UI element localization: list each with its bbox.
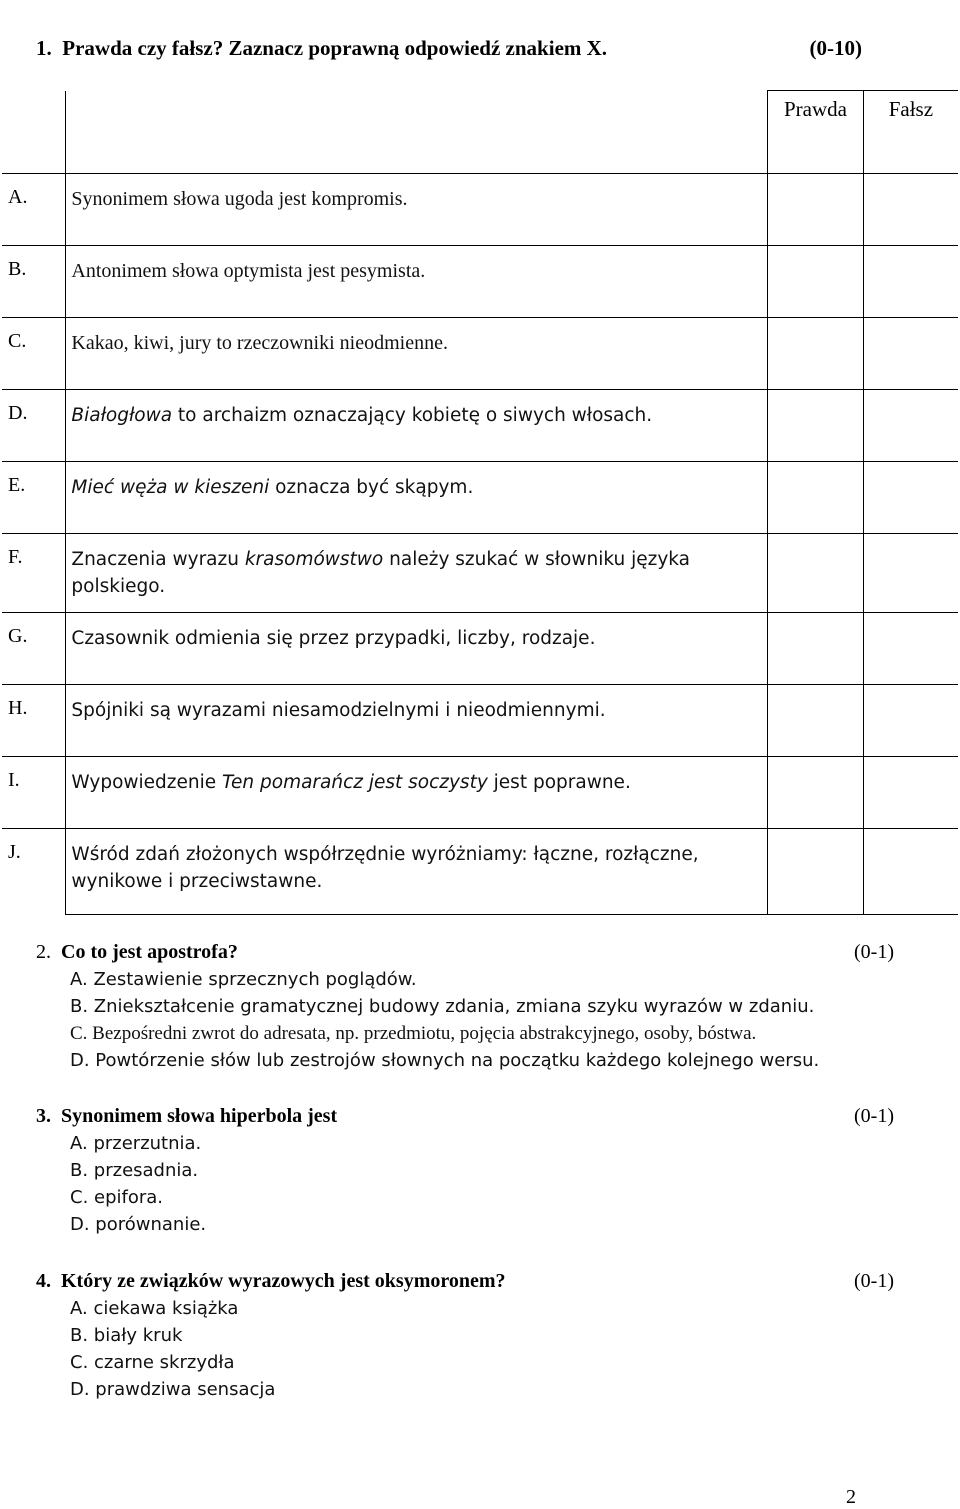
column-header-true: Prawda [768, 91, 864, 174]
answer-cell-false[interactable] [863, 173, 958, 245]
q2-number: 2. [36, 941, 51, 963]
q3-option-c[interactable]: C. epifora. [70, 1187, 164, 1208]
table-row [2, 533, 958, 612]
q4-option-b[interactable]: B. biały kruk [70, 1325, 183, 1346]
q3-option-a[interactable]: A. przerzutnia. [70, 1133, 202, 1154]
q4-option-d[interactable]: D. prawdziwa sensacja [70, 1379, 276, 1400]
table-header-row [2, 91, 958, 174]
table-row [2, 245, 958, 317]
true-false-table [2, 90, 958, 915]
answer-cell-false[interactable] [863, 612, 958, 684]
q4-option-a[interactable]: A. ciekawa książka [70, 1298, 239, 1319]
column-header-false: Fałsz [863, 91, 958, 174]
answer-cell-true[interactable] [768, 684, 864, 756]
table-row [2, 389, 958, 461]
statement-rest: oznacza być skąpym. [269, 476, 474, 498]
q1-title: Prawda czy fałsz? Zaznacz poprawną odpowiedź znakiem X. [62, 36, 608, 60]
statement-pre: Wypowiedzenie [71, 771, 222, 793]
q3-points: (0-1) [854, 1105, 894, 1127]
answer-cell-true[interactable] [768, 317, 864, 389]
answer-cell-true[interactable] [768, 389, 864, 461]
statement-rest: to archaizm oznaczający kobietę o siwych włosach. [172, 404, 653, 426]
table-row [2, 684, 958, 756]
statement-text [66, 389, 768, 461]
q4-number: 4. [36, 1270, 51, 1292]
statement-text [66, 756, 768, 828]
answer-cell-false[interactable] [863, 245, 958, 317]
row-letter: H. [2, 684, 66, 756]
q4-title: Który ze związków wyrazowych jest oksymoronem? [61, 1270, 506, 1292]
statement-italic: Ten pomarańcz jest soczysty [222, 771, 488, 793]
answer-cell-false[interactable] [863, 684, 958, 756]
statement-text: Kakao, kiwi, jury to rzeczowniki nieodmienne. [66, 317, 768, 389]
q4-points: (0-1) [854, 1270, 894, 1292]
answer-cell-true[interactable] [768, 756, 864, 828]
statement-text: Synonimem słowa ugoda jest kompromis. [66, 173, 768, 245]
q3-option-b[interactable]: B. przesadnia. [70, 1160, 199, 1181]
q3-number: 3. [36, 1105, 51, 1127]
row-letter: C. [2, 317, 66, 389]
question-3 [36, 1103, 894, 1238]
q1-heading [36, 36, 896, 61]
q3-title: Synonimem słowa hiperbola jest [61, 1105, 338, 1127]
q1-points: (0-10) [809, 36, 862, 60]
table-row [2, 173, 958, 245]
statement-text [66, 461, 768, 533]
answer-cell-false[interactable] [863, 756, 958, 828]
statement-text: Antonimem słowa optymista jest pesymista. [66, 245, 768, 317]
q2-option-c[interactable]: C. Bezpośredni zwrot do adresata, np. przedmiotu, pojęcia abstrakcyjnego, osoby, bóstwa. [70, 1023, 757, 1044]
q2-points: (0-1) [854, 941, 894, 963]
answer-cell-true[interactable] [768, 245, 864, 317]
page-number: 2 [846, 1486, 856, 1508]
table-row [2, 612, 958, 684]
statement-text: Wśród zdań złożonych współrzędnie wyróżniamy: łączne, rozłączne, wynikowe i przeciwstawne. [66, 828, 768, 914]
statement-rest: należy szukać w słowniku języka polskiego. [71, 548, 690, 597]
q2-option-d[interactable]: D. Powtórzenie słów lub zestrojów słownych na początku każdego kolejnego wersu. [70, 1050, 820, 1071]
q1-number: 1. [36, 36, 52, 60]
row-letter: G. [2, 612, 66, 684]
q4-heading [36, 1268, 894, 1295]
table-row [2, 756, 958, 828]
answer-cell-false[interactable] [863, 389, 958, 461]
table-row [2, 317, 958, 389]
statement-text: Spójniki są wyrazami niesamodzielnymi i nieodmiennymi. [66, 684, 768, 756]
answer-cell-true[interactable] [768, 461, 864, 533]
answer-cell-false[interactable] [863, 533, 958, 612]
answer-cell-false[interactable] [863, 461, 958, 533]
answer-cell-true[interactable] [768, 173, 864, 245]
statement-text: Czasownik odmienia się przez przypadki, liczby, rodzaje. [66, 612, 768, 684]
question-2 [36, 939, 894, 1074]
answer-cell-true[interactable] [768, 612, 864, 684]
table-row [2, 828, 958, 914]
statement-rest: jest poprawne. [487, 771, 631, 793]
statement-italic: Białogłowa [71, 404, 173, 426]
q2-heading [36, 939, 894, 966]
row-letter: D. [2, 389, 66, 461]
statement-italic: Mieć węża w kieszeni [71, 476, 270, 498]
answer-cell-true[interactable] [768, 828, 864, 914]
q2-title: Co to jest apostrofa? [61, 941, 238, 963]
answer-cell-true[interactable] [768, 533, 864, 612]
statement-italic: krasomówstwo [244, 548, 384, 570]
row-letter: E. [2, 461, 66, 533]
q3-heading [36, 1103, 894, 1130]
statement-text [66, 533, 768, 612]
row-letter: B. [2, 245, 66, 317]
row-letter: I. [2, 756, 66, 828]
q2-option-b[interactable]: B. Zniekształcenie gramatycznej budowy zdania, zmiana szyku wyrazów w zdaniu. [70, 996, 815, 1017]
q4-option-c[interactable]: C. czarne skrzydła [70, 1352, 235, 1373]
statement-pre: Znaczenia wyrazu [71, 548, 245, 570]
table-row [2, 461, 958, 533]
q3-option-d[interactable]: D. porównanie. [70, 1214, 207, 1235]
answer-cell-false[interactable] [863, 828, 958, 914]
row-letter: A. [2, 173, 66, 245]
question-4 [36, 1268, 894, 1403]
q2-option-a[interactable]: A. Zestawienie sprzecznych poglądów. [70, 969, 417, 990]
row-letter: J. [2, 828, 66, 914]
answer-cell-false[interactable] [863, 317, 958, 389]
row-letter: F. [2, 533, 66, 612]
